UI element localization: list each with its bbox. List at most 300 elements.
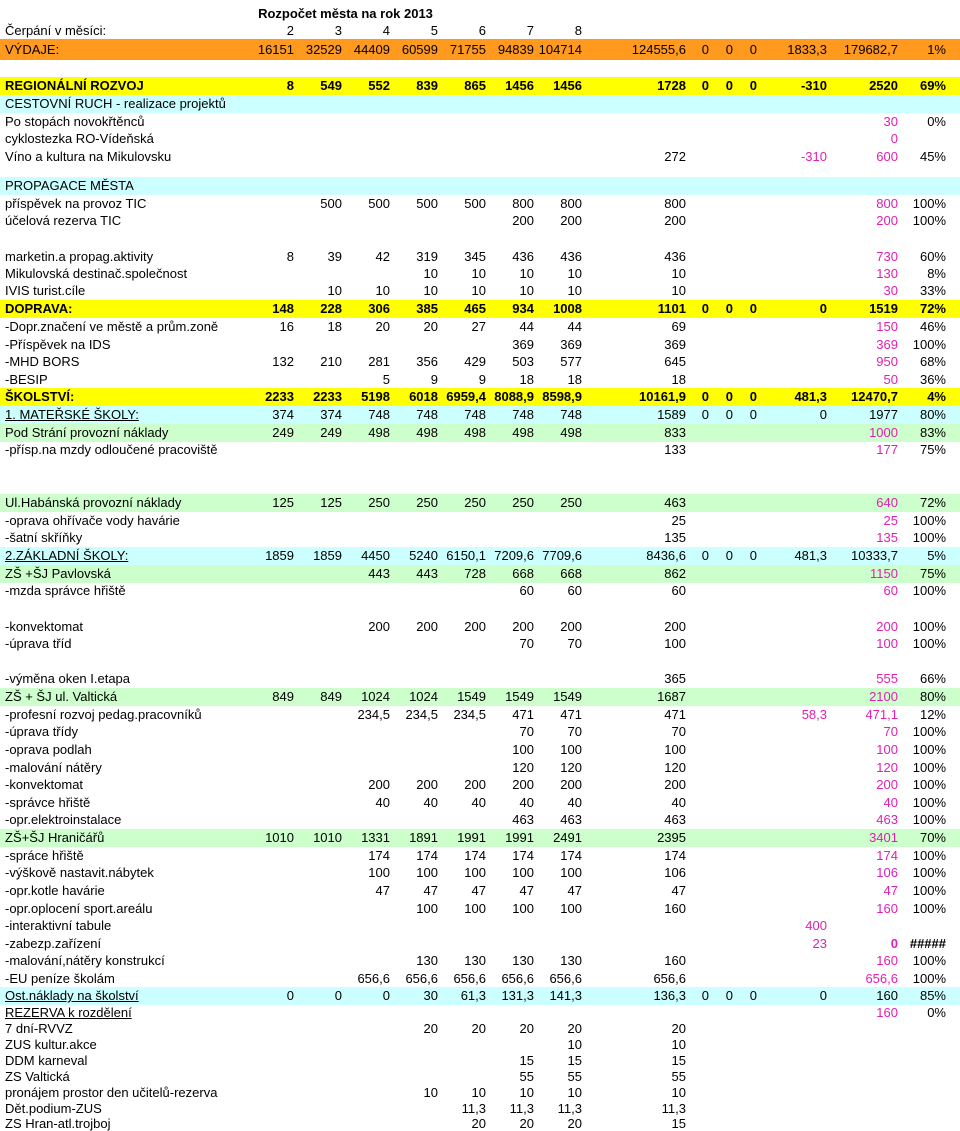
table-row xyxy=(0,336,960,354)
cell-value: 100% xyxy=(912,724,946,739)
table-row xyxy=(0,794,960,812)
cell-value: 200 xyxy=(464,619,486,634)
cell-value: 250 xyxy=(368,495,390,510)
row-label: -Příspěvek na IDS xyxy=(5,337,111,352)
table-row xyxy=(0,759,960,777)
cell-value: 10 xyxy=(423,266,438,281)
cell-value: 135 xyxy=(664,530,686,545)
cell-value: 60% xyxy=(919,249,946,264)
cell-value: 250 xyxy=(512,495,534,510)
cell-value: 12470,7 xyxy=(851,389,898,404)
table-row xyxy=(0,130,960,148)
cell-value: 60 xyxy=(883,583,898,598)
table-row xyxy=(0,688,960,706)
cell-value: 2233 xyxy=(313,389,342,404)
cell-value: 250 xyxy=(464,495,486,510)
cell-value: 0 xyxy=(701,42,709,57)
table-row xyxy=(0,22,960,39)
cell-value: 200 xyxy=(464,777,486,792)
cell-value: 0 xyxy=(725,548,733,563)
cell-value: 748 xyxy=(368,407,390,422)
cell-value: 0 xyxy=(749,42,757,57)
cell-value: 120 xyxy=(560,760,582,775)
cell-value: 865 xyxy=(464,78,486,93)
page-title: Rozpočet města na rok 2013 xyxy=(258,6,433,21)
cell-value: 200 xyxy=(368,777,390,792)
cell-value: 443 xyxy=(368,566,390,581)
cell-value: 1456 xyxy=(553,78,582,93)
row-label: ZUS kultur.akce xyxy=(5,1037,97,1052)
cell-value: 5198 xyxy=(361,389,390,404)
cell-value: 498 xyxy=(512,425,534,440)
cell-value: 500 xyxy=(368,196,390,211)
table-row xyxy=(0,353,960,371)
cell-value: 5% xyxy=(927,548,946,563)
cell-value: 69 xyxy=(671,319,686,334)
cell-value: 668 xyxy=(512,566,534,581)
cell-value: 177 xyxy=(876,442,898,457)
cell-value: 130 xyxy=(416,953,438,968)
cell-value: 18 xyxy=(567,372,582,387)
cell-value: 55 xyxy=(671,1069,686,1084)
cell-value: 645 xyxy=(664,354,686,369)
cell-value: 0 xyxy=(725,301,733,316)
cell-value: 1519 xyxy=(869,301,898,316)
cell-value: 12% xyxy=(919,707,946,722)
row-label: ZŠ+ŠJ Hraničářů xyxy=(5,830,105,845)
cell-value: 100% xyxy=(912,971,946,986)
table-row xyxy=(0,706,960,724)
row-label: Čerpání v měsíci: xyxy=(5,23,107,38)
cell-value: 55 xyxy=(519,1069,534,1084)
cell-value: 552 xyxy=(368,78,390,93)
cell-value: 174 xyxy=(416,848,438,863)
cell-value: 1833,3 xyxy=(787,42,827,57)
cell-value: 55 xyxy=(567,1069,582,1084)
cell-value: 32529 xyxy=(305,42,342,57)
cell-value: 234,5 xyxy=(453,707,486,722)
cell-value: 8 xyxy=(286,249,294,264)
table-row xyxy=(0,829,960,847)
cell-value: 250 xyxy=(560,495,582,510)
cell-value: 234,5 xyxy=(357,707,390,722)
cell-value: 748 xyxy=(512,407,534,422)
table-row xyxy=(0,1037,960,1053)
table-row xyxy=(0,371,960,389)
cell-value: 4% xyxy=(927,389,946,404)
row-label: -opr.elektroinstalace xyxy=(5,812,122,827)
cell-value: 500 xyxy=(320,196,342,211)
cell-value: 174 xyxy=(464,848,486,863)
table-row xyxy=(0,741,960,759)
row-label: 7 dní-RVVZ xyxy=(5,1021,73,1036)
cell-value: 0 xyxy=(890,936,898,951)
cell-value: 6 xyxy=(478,23,486,38)
cell-value: 8 xyxy=(286,78,294,93)
table-row xyxy=(0,635,960,653)
cell-value: 385 xyxy=(416,301,438,316)
cell-value: 61,3 xyxy=(460,988,486,1003)
table-row xyxy=(0,917,960,935)
row-label: účelová rezerva TIC xyxy=(5,213,122,228)
cell-value: 40 xyxy=(567,795,582,810)
row-label: -malování,nátěry konstrukcí xyxy=(5,953,165,968)
row-label: CESTOVNÍ RUCH - realizace projektů xyxy=(5,96,226,111)
cell-value: 25 xyxy=(671,513,686,528)
cell-value: 100 xyxy=(560,742,582,757)
row-label: -interaktivní tabule xyxy=(5,918,112,933)
cell-value: 463 xyxy=(876,812,898,827)
cell-value: 10 xyxy=(519,1085,534,1100)
cell-value: 0 xyxy=(819,407,827,422)
cell-value: 72% xyxy=(919,301,946,316)
cell-value: 40 xyxy=(471,795,486,810)
cell-value: 10 xyxy=(471,283,486,298)
cell-value: 44 xyxy=(519,319,534,334)
cell-value: 200 xyxy=(512,619,534,634)
cell-value: 174 xyxy=(368,848,390,863)
cell-value: 0 xyxy=(890,131,898,146)
table-row xyxy=(0,1069,960,1085)
cell-value: 120 xyxy=(664,760,686,775)
table-row xyxy=(0,282,960,300)
cell-value: 839 xyxy=(416,78,438,93)
row-label: REZERVA k rozdělení xyxy=(5,1005,132,1020)
cell-value: 6018 xyxy=(409,389,438,404)
cell-value: 100 xyxy=(416,865,438,880)
cell-value: 100 xyxy=(512,865,534,880)
cell-value: 174 xyxy=(876,848,898,863)
cell-value: 748 xyxy=(560,407,582,422)
cell-value: 100 xyxy=(664,636,686,651)
row-label: Ost.náklady na školství xyxy=(5,988,139,1003)
cell-value: 40 xyxy=(671,795,686,810)
table-row xyxy=(0,512,960,530)
cell-value: 200 xyxy=(512,777,534,792)
row-label: 1. MATEŘSKÉ ŠKOLY: xyxy=(5,407,139,422)
cell-value: 130 xyxy=(560,953,582,968)
cell-value: 47 xyxy=(471,883,486,898)
cell-value: 8598,9 xyxy=(542,389,582,404)
cell-value: 200 xyxy=(512,213,534,228)
cell-value: 1150 xyxy=(870,566,898,581)
cell-value: 1024 xyxy=(361,689,390,704)
cell-value: 10 xyxy=(423,283,438,298)
cell-value: 150 xyxy=(876,319,898,334)
cell-value: 549 xyxy=(320,78,342,93)
cell-value: 281 xyxy=(368,354,390,369)
row-label: ZŠ + ŠJ ul. Valtická xyxy=(5,689,118,704)
table-row xyxy=(0,212,960,230)
cell-value: 40 xyxy=(423,795,438,810)
cell-value: 70% xyxy=(919,830,946,845)
table-row xyxy=(0,1021,960,1037)
cell-value: 0 xyxy=(749,548,757,563)
cell-value: 463 xyxy=(560,812,582,827)
row-label: Po stopách novokřtěnců xyxy=(5,114,145,129)
cell-value: 200 xyxy=(560,777,582,792)
cell-value: 1010 xyxy=(265,830,294,845)
cell-value: 132 xyxy=(272,354,294,369)
table-row xyxy=(0,935,960,953)
cell-value: 0% xyxy=(927,1005,946,1020)
cell-value: 656,6 xyxy=(501,971,534,986)
cell-value: 100% xyxy=(912,865,946,880)
cell-value: 20 xyxy=(471,1116,486,1131)
cell-value: 70 xyxy=(567,724,582,739)
cell-value: 27 xyxy=(471,319,486,334)
row-label: 2.ZÁKLADNÍ ŠKOLY: xyxy=(5,548,129,563)
row-label: -MHD BORS xyxy=(5,354,80,369)
cell-value: 70 xyxy=(671,724,686,739)
cell-value: 0 xyxy=(286,988,294,1003)
cell-value: 68% xyxy=(919,354,946,369)
cell-value: 1549 xyxy=(505,689,534,704)
table-row xyxy=(0,1004,960,1021)
cell-value: 234,5 xyxy=(405,707,438,722)
cell-value: 15 xyxy=(671,1116,686,1131)
cell-value: 1101 xyxy=(657,301,686,316)
cell-value: 100% xyxy=(912,213,946,228)
cell-value: 20 xyxy=(567,1021,582,1036)
row-label: -přísp.na mzdy odloučené pracoviště xyxy=(5,442,218,457)
cell-value: 75% xyxy=(919,442,946,457)
cell-value: 160 xyxy=(876,988,898,1003)
cell-value: 481,3 xyxy=(794,389,827,404)
cell-value: 60 xyxy=(671,583,686,598)
cell-value: 40 xyxy=(375,795,390,810)
cell-value: 1991 xyxy=(457,830,486,845)
cell-value: 70 xyxy=(567,636,582,651)
row-label: -profesní rozvoj pedag.pracovníků xyxy=(5,707,202,722)
cell-value: 1331 xyxy=(361,830,390,845)
cell-value: 10 xyxy=(671,1085,686,1100)
cell-value: 4450 xyxy=(361,548,390,563)
cell-value: 10 xyxy=(567,283,582,298)
table-row xyxy=(0,388,960,406)
cell-value: 11,3 xyxy=(509,1101,534,1116)
cell-value: 668 xyxy=(560,566,582,581)
row-label: -úprava tříd xyxy=(5,636,72,651)
cell-value: 40 xyxy=(883,795,898,810)
cell-value: 160 xyxy=(664,953,686,968)
row-label: ZS Hran-atl.trojboj xyxy=(5,1117,111,1131)
cell-value: 800 xyxy=(560,196,582,211)
cell-value: 20 xyxy=(375,319,390,334)
row-label: -EU peníze školám xyxy=(5,971,115,986)
row-label: -výškově nastavit.nábytek xyxy=(5,865,154,880)
cell-value: 800 xyxy=(876,196,898,211)
cell-value: 436 xyxy=(512,249,534,264)
cell-value: 120 xyxy=(512,760,534,775)
table-row xyxy=(0,776,960,794)
table-row xyxy=(0,864,960,882)
cell-value: 10 xyxy=(519,266,534,281)
cell-value: 20 xyxy=(423,319,438,334)
cell-value: 11,3 xyxy=(557,1101,582,1116)
cell-value: 174 xyxy=(512,848,534,863)
cell-value: 42 xyxy=(375,249,390,264)
cell-value: 100% xyxy=(912,337,946,352)
cell-value: 577 xyxy=(560,354,582,369)
table-row xyxy=(0,1085,960,1101)
cell-value: 160 xyxy=(876,953,898,968)
table-row xyxy=(0,177,960,195)
cell-value: 0 xyxy=(382,988,390,1003)
cell-value: 10161,9 xyxy=(639,389,686,404)
cell-value: 10 xyxy=(567,1085,582,1100)
cell-value: 200 xyxy=(664,777,686,792)
cell-value: 2100 xyxy=(869,689,898,704)
row-label: Víno a kultura na Mikulovsku xyxy=(5,149,172,164)
cell-value: 249 xyxy=(272,425,294,440)
cell-value: 345 xyxy=(464,249,486,264)
cell-value: 656,6 xyxy=(653,971,686,986)
cell-value: 60 xyxy=(519,583,534,598)
cell-value: 5 xyxy=(430,23,438,38)
cell-value: 100 xyxy=(876,636,898,651)
row-label: -zabezp.zařízení xyxy=(5,936,102,951)
row-label: cyklostezka RO-Vídeňská xyxy=(5,131,154,146)
cell-value: 8088,9 xyxy=(494,389,534,404)
cell-value: 0 xyxy=(701,301,709,316)
cell-value: 0 xyxy=(749,988,757,1003)
cell-value: 1024 xyxy=(409,689,438,704)
table-row xyxy=(0,441,960,459)
cell-value: 1859 xyxy=(265,548,294,563)
cell-value: 20 xyxy=(567,1116,582,1131)
cell-value: 210 xyxy=(320,354,342,369)
cell-value: 125 xyxy=(272,495,294,510)
cell-value: 106 xyxy=(664,865,686,880)
cell-value: 443 xyxy=(416,566,438,581)
cell-value: 2233 xyxy=(265,389,294,404)
cell-value: 200 xyxy=(416,619,438,634)
cell-value: 0 xyxy=(819,301,827,316)
cell-value: 10 xyxy=(375,283,390,298)
cell-value: 70 xyxy=(519,636,534,651)
table-row xyxy=(0,95,960,113)
cell-value: 100 xyxy=(560,865,582,880)
cell-value: 0 xyxy=(725,988,733,1003)
cell-value: 125 xyxy=(320,495,342,510)
cell-value: 18 xyxy=(327,319,342,334)
table-row xyxy=(0,847,960,865)
cell-value: 130 xyxy=(512,953,534,968)
cell-value: 160 xyxy=(664,901,686,916)
cell-value: 10 xyxy=(671,266,686,281)
cell-value: 47 xyxy=(567,883,582,898)
cell-value: 75% xyxy=(919,566,946,581)
cell-value: 100% xyxy=(912,795,946,810)
cell-value: 730 xyxy=(876,249,898,264)
table-row xyxy=(0,406,960,424)
table-row xyxy=(0,39,960,60)
cell-value: 44409 xyxy=(353,42,390,57)
row-label: -správce hřiště xyxy=(5,795,91,810)
cell-value: 100% xyxy=(912,901,946,916)
cell-value: 0 xyxy=(749,407,757,422)
cell-value: 10 xyxy=(471,266,486,281)
cell-value: 950 xyxy=(876,354,898,369)
row-label: -BESIP xyxy=(5,372,48,387)
cell-value: 133 xyxy=(664,442,686,457)
cell-value: 131,3 xyxy=(501,988,534,1003)
cell-value: 40 xyxy=(519,795,534,810)
row-label: -oprava podlah xyxy=(5,742,92,757)
cell-value: 30 xyxy=(883,114,898,129)
cell-value: 555 xyxy=(876,671,898,686)
cell-value: 100 xyxy=(512,742,534,757)
row-label: REGIONÁLNÍ ROZVOJ xyxy=(5,78,144,93)
cell-value: 39 xyxy=(327,249,342,264)
cell-value: 70 xyxy=(519,724,534,739)
cell-value: 862 xyxy=(664,566,686,581)
cell-value: 25 xyxy=(883,513,898,528)
table-row xyxy=(0,987,960,1005)
cell-value: 30 xyxy=(423,988,438,1003)
cell-value: 0 xyxy=(725,78,733,93)
cell-value: 11,3 xyxy=(461,1101,486,1116)
cell-value: 130 xyxy=(876,266,898,281)
cell-value: 0 xyxy=(725,42,733,57)
row-label: DOPRAVA: xyxy=(5,301,73,316)
cell-value: 656,6 xyxy=(453,971,486,986)
cell-value: 436 xyxy=(664,249,686,264)
cell-value: 5240 xyxy=(409,548,438,563)
cell-value: 0% xyxy=(927,114,946,129)
cell-value: 120 xyxy=(876,760,898,775)
table-row xyxy=(0,1101,960,1117)
cell-value: 471 xyxy=(512,707,534,722)
cell-value: 23 xyxy=(812,936,827,951)
cell-value: 135 xyxy=(876,530,898,545)
table-row xyxy=(0,811,960,829)
cell-value: 249 xyxy=(320,425,342,440)
cell-value: 46% xyxy=(919,319,946,334)
row-label: -spráce hřiště xyxy=(5,848,84,863)
table-row xyxy=(0,424,960,442)
cell-value: 471 xyxy=(560,707,582,722)
cell-value: 10 xyxy=(671,1037,686,1052)
cell-value: 160 xyxy=(876,1005,898,1020)
cell-value: 15 xyxy=(671,1053,686,1068)
cell-value: 18 xyxy=(671,372,686,387)
cell-value: 934 xyxy=(512,301,534,316)
table-row xyxy=(0,547,960,565)
cell-value: 640 xyxy=(876,495,898,510)
cell-value: 100% xyxy=(912,777,946,792)
row-label: -úprava třídy xyxy=(5,724,78,739)
table-row xyxy=(0,565,960,583)
cell-value: 15 xyxy=(519,1053,534,1068)
cell-value: ##### xyxy=(909,936,946,951)
cell-value: 8 xyxy=(574,23,582,38)
cell-value: 5 xyxy=(382,372,390,387)
cell-value: 200 xyxy=(560,619,582,634)
cell-value: 10 xyxy=(471,1085,486,1100)
cell-value: 200 xyxy=(416,777,438,792)
cell-value: 174 xyxy=(560,848,582,863)
cell-value: 3 xyxy=(334,23,342,38)
table-row xyxy=(0,723,960,741)
row-label: -malování nátěry xyxy=(5,760,102,775)
cell-value: 9 xyxy=(430,372,438,387)
cell-value: 2 xyxy=(286,23,294,38)
cell-value: 1687 xyxy=(657,689,686,704)
cell-value: 100 xyxy=(560,901,582,916)
cell-value: 0 xyxy=(749,78,757,93)
